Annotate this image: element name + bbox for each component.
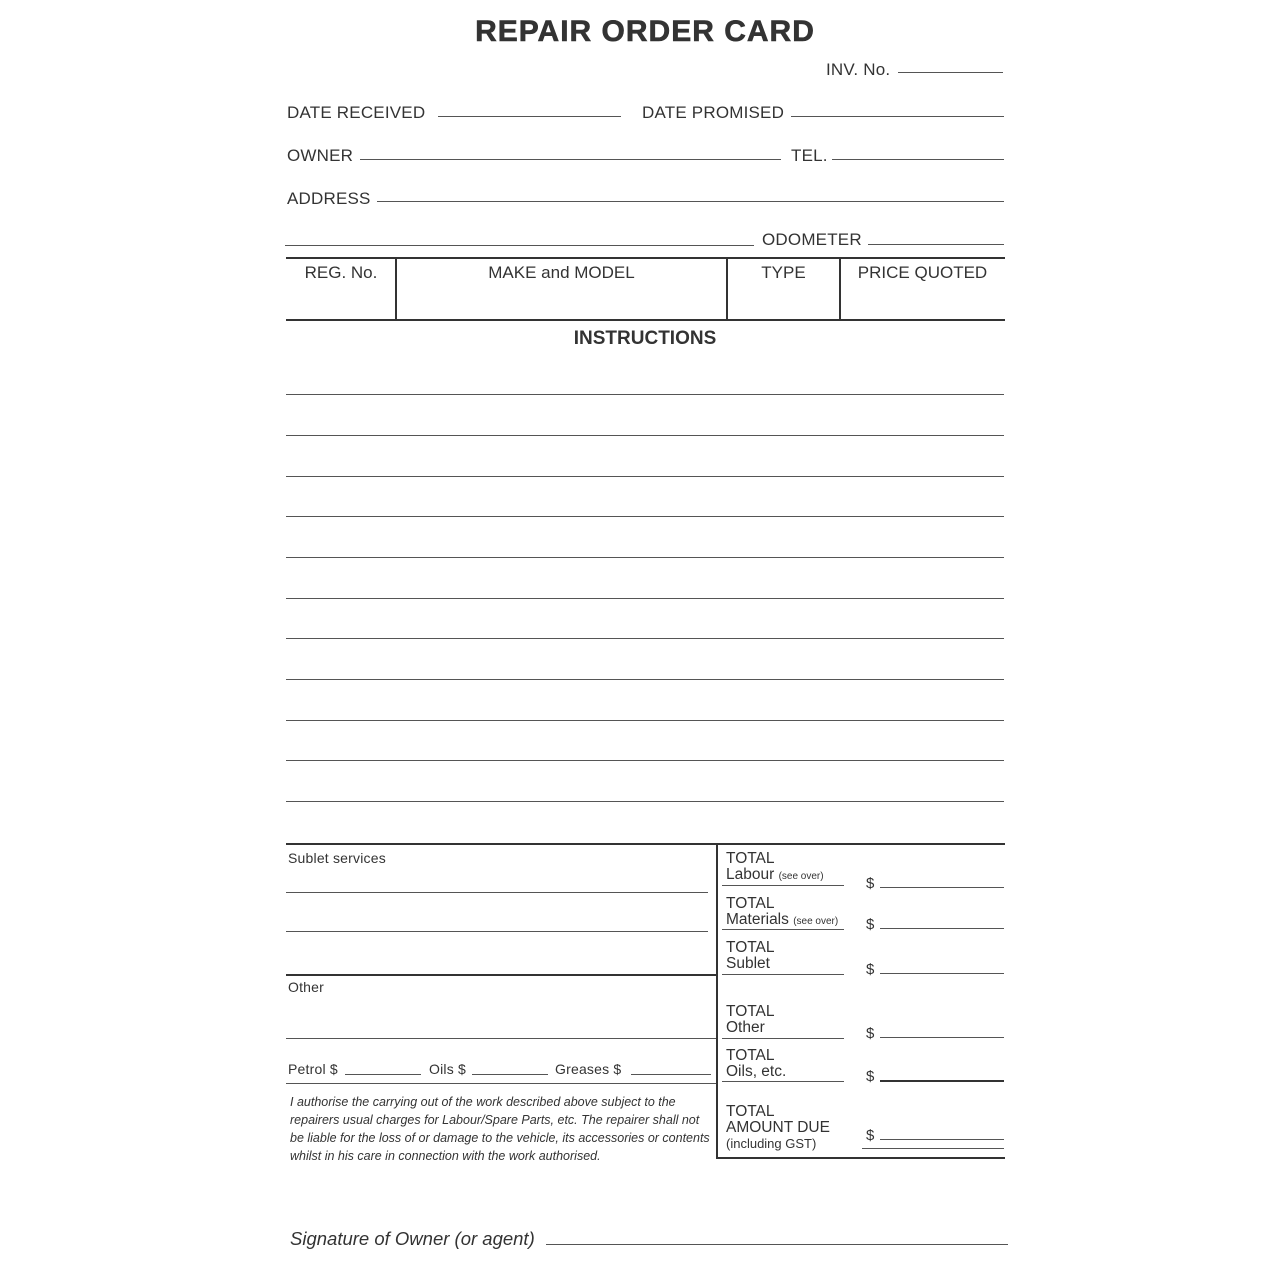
address-field-line-2[interactable] (285, 245, 754, 246)
inv-no-label: INV. No. (826, 60, 891, 79)
instructions-line[interactable] (286, 435, 1004, 436)
total-label-underline (722, 1081, 844, 1082)
odometer-field[interactable] (868, 244, 1004, 245)
total-label-underline (722, 974, 844, 975)
total-label-underline (722, 1038, 844, 1039)
greases-field[interactable] (631, 1074, 711, 1075)
dollar-sign: $ (866, 875, 875, 892)
date-received-field[interactable] (438, 116, 621, 117)
tel-label: TEL. (791, 146, 828, 165)
dollar-sign: $ (866, 1127, 875, 1144)
instructions-line[interactable] (286, 801, 1004, 802)
instructions-heading: INSTRUCTIONS (573, 328, 717, 349)
vehicle-table-top-border (286, 257, 1005, 259)
oils-field[interactable] (472, 1074, 548, 1075)
total-other-label: TOTAL Other (726, 1003, 775, 1036)
totals-bottom-border (718, 1157, 1005, 1159)
total-labour-label: TOTAL Labour (see over) (726, 850, 824, 883)
price-quoted-header: PRICE QUOTED (857, 263, 988, 282)
total-sublet-field[interactable] (880, 973, 1004, 974)
date-promised-label: DATE PROMISED (642, 103, 785, 122)
instructions-line[interactable] (286, 557, 1004, 558)
charges-totals-divider (716, 845, 718, 1159)
dollar-sign: $ (866, 1025, 875, 1042)
instructions-line[interactable] (286, 598, 1004, 599)
oils-label: Oils $ (429, 1061, 466, 1077)
sublet-services-line[interactable] (286, 931, 708, 932)
total-materials-label: TOTAL Materials (see over) (726, 895, 839, 928)
total-label-underline (722, 885, 844, 886)
instructions-line[interactable] (286, 476, 1004, 477)
type-header: TYPE (761, 263, 806, 282)
address-label: ADDRESS (287, 189, 371, 208)
other-section-bottom-border (286, 1038, 716, 1039)
reg-no-header: REG. No. (304, 263, 378, 282)
total-materials-field[interactable] (880, 928, 1004, 929)
authorisation-text: I authorise the carrying out of the work described above subject to the repairers usual charges for Labour/Spare Parts, etc. The repairer shall not be liable for the loss of or damage to the vehicle, its accessories or contents whilst in his care in connection with the work authorised. (290, 1095, 710, 1163)
date-promised-field[interactable] (791, 116, 1004, 117)
date-received-label: DATE RECEIVED (287, 103, 426, 122)
greases-label: Greases $ (555, 1061, 622, 1077)
instructions-line[interactable] (286, 638, 1004, 639)
owner-label: OWNER (287, 146, 354, 165)
fuel-row-bottom-border (286, 1083, 716, 1084)
signature-field[interactable] (546, 1244, 1008, 1245)
dollar-sign: $ (866, 916, 875, 933)
total-labour-field[interactable] (880, 887, 1004, 888)
vehicle-table-bottom-border (286, 319, 1005, 321)
instructions-line[interactable] (286, 679, 1004, 680)
total-sublet-label: TOTAL Sublet (726, 939, 775, 972)
total-other-field[interactable] (880, 1037, 1004, 1038)
address-field[interactable] (377, 201, 1004, 202)
odometer-label: ODOMETER (762, 230, 862, 249)
signature-label: Signature of Owner (or agent) (290, 1228, 535, 1249)
inv-no-field[interactable] (898, 72, 1003, 73)
petrol-field[interactable] (345, 1074, 421, 1075)
instructions-line[interactable] (286, 516, 1004, 517)
total-amount-due-field[interactable] (880, 1139, 1004, 1140)
sublet-services-line[interactable] (286, 892, 708, 893)
dollar-sign: $ (866, 961, 875, 978)
petrol-label: Petrol $ (288, 1061, 338, 1077)
amount-due-double-underline (862, 1148, 1004, 1149)
total-label-underline (722, 929, 844, 930)
other-label: Other (288, 979, 325, 995)
instructions-line[interactable] (286, 760, 1004, 761)
total-amount-due-label: TOTAL AMOUNT DUE (including GST) (726, 1103, 830, 1151)
make-model-header: MAKE and MODEL (488, 263, 635, 282)
charges-section-top-border (286, 843, 1005, 845)
instructions-line[interactable] (286, 720, 1004, 721)
instructions-line[interactable] (286, 394, 1004, 395)
total-oils-label: TOTAL Oils, etc. (726, 1047, 787, 1080)
sublet-services-label: Sublet services (288, 850, 386, 866)
owner-field[interactable] (360, 159, 781, 160)
form-title: REPAIR ORDER CARD (475, 15, 815, 48)
tel-field[interactable] (832, 159, 1004, 160)
total-oils-field[interactable] (880, 1080, 1004, 1082)
dollar-sign: $ (866, 1068, 875, 1085)
sublet-section-bottom-border (286, 974, 716, 976)
